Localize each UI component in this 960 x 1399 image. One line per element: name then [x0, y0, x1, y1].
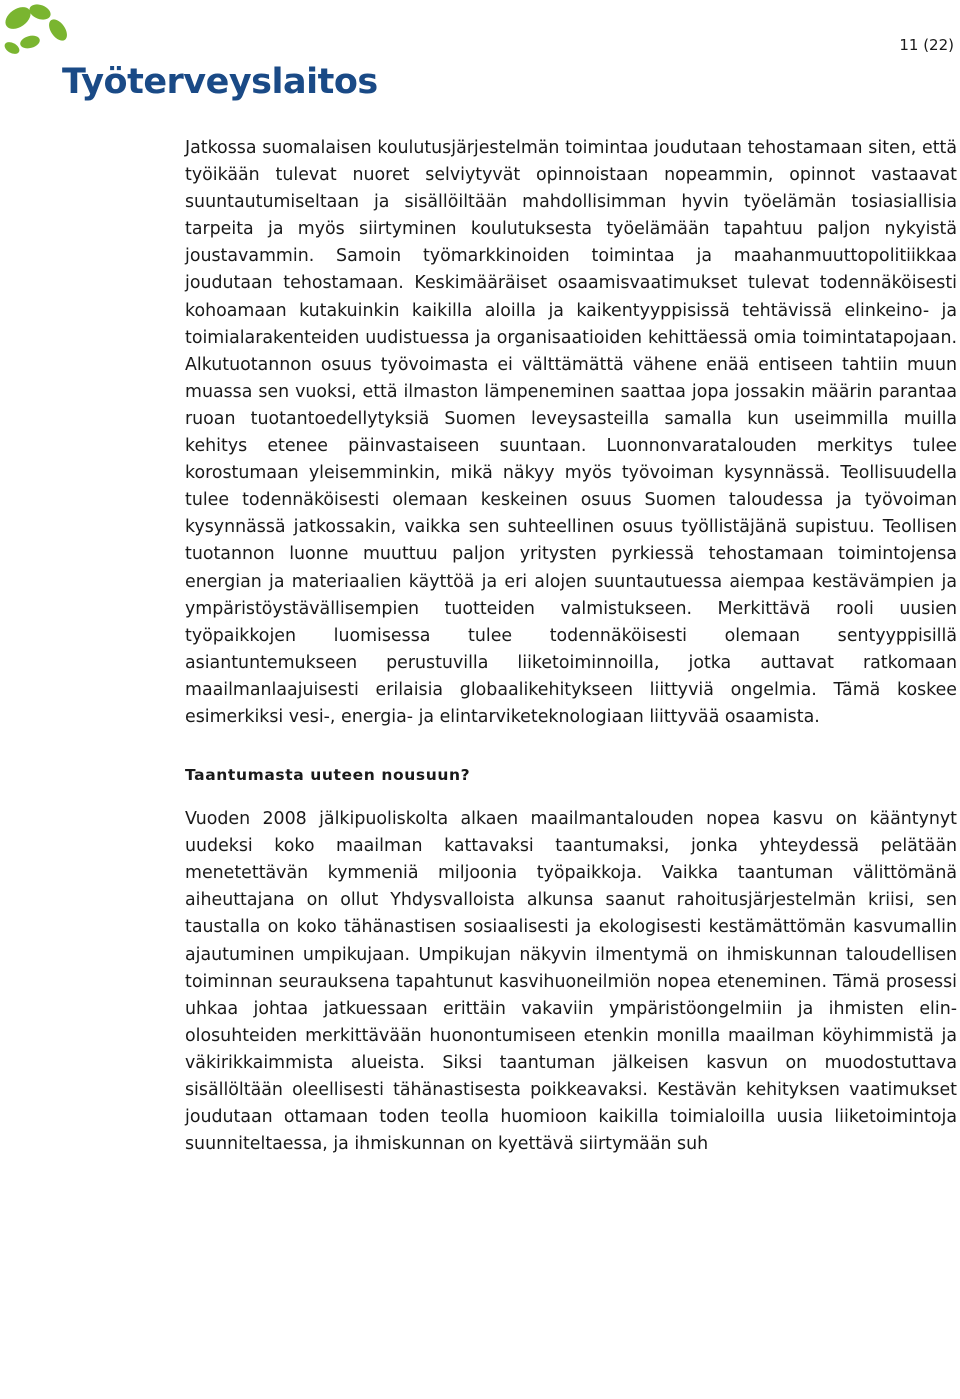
leaf-logo-icon [0, 0, 110, 70]
paragraph: Jatkossa suomalaisen koulutusjärjestelmän toimintaa joudutaan tehostamaan siten, että työikään tulevat nuoret selviytyvät opinnoistaan nopeammin, opinnot vastaavat suuntautumiseltaan ja sisällöiltään mahdollisimman hyvin työelämän tosiasiallisia tarpeita ja myös siirtyminen koulutuksesta työelämään tapahtuu paljon nykyistä joustavammin. Samoin työmarkkinoiden toimintaa ja maahanmuuttopolitiikkaa joudutaan tehostamaan. Keskimääräiset osaamisvaatimukset tulevat todennäköisesti kohoamaan kutakuinkin kaikilla aloilla ja kaikentyyppisissä tehtävissä elinkeino- ja toimialarakenteiden uudistuessa ja organisaatioiden kehittäessä omia toimintatapojaan. Alkutuotannon osuus työvoimasta ei välttämättä vähene enää entiseen tahtiin muun muassa sen vuoksi, että ilmaston lämpeneminen saattaa jopa jossakin määrin parantaa ruoan tuotantoedellytyksiä Suomen leveysasteilla samalla kun useimmilla muilla kehitys etenee päinvastaiseen suuntaan. Luonnonvaratalouden merkitys tulee korostumaan yleisemminkin, mikä näkyy myös työvoiman kysynnässä. Teollisuudella tulee todennäköisesti olemaan keskeinen osuus Suomen taloudessa ja työvoiman kysynnässä jatkossakin, vaikka sen suhteellinen osuus työllistäjänä supistuu. Teollisen tuotannon luonne muuttuu paljon yritysten pyrkiessä tehostamaan toimintojensa energian ja materiaalien käyttöä ja eri alojen suuntautuessa aiempaa kestävämpien ja ympäristöystävällisempien tuotteiden valmistukseen. Merkittävä rooli uusien työpaikkojen luomisessa tulee todennäköisesti olemaan sentyyppisillä asiantuntemukseen perustuvilla liiketoiminnoilla, jotka auttavat ratkomaan maailmanlaajuisesti erilaisia globaalikehitykseen liittyviä ongelmia. Tämä koskee esimerkiksi vesi-, energia- ja elintarviketeknologiaan liittyvää osaamista. [185, 138, 957, 727]
leaf-shape [27, 2, 52, 23]
document-body [185, 135, 957, 1158]
logo [0, 0, 378, 110]
page-number: 11 (22) [899, 36, 954, 54]
leaf-shape [45, 16, 70, 44]
paragraph: Vuoden 2008 jälkipuoliskolta alkaen maailmantalouden nopea kasvu on kääntynyt uudeksi koko maailman kattavaksi taantumaksi, jonka yhteydessä pelätään menetettävän kymmeniä miljoonia työpaikkoja. Vaikka taantuman välittömänä aiheuttajana on ollut Yhdysvalloista alkunsa saanut rahoitusjärjestelmän kriisi, sen taustalla on koko tähänastisen sosiaalisesti ja ekologisesti kestämättömän kasvumallin ajautuminen umpikujaan. Umpikujan näkyvin ilmentymä on ihmiskunnan taloudellisen toiminnan seurauksena tapahtunut kasvihuoneilmiön nopea eteneminen. Tämä prosessi uhkaa johtaa jatkuessaan erittäin vakaviin ympäristöongelmiin ja ihmisten elinolosuhteiden merkittävään huonontumiseen etenkin monilla maailman köyhimmistä ja väkirikkaimmista alueista. Siksi taantuman jälkeisen kasvun on muodostuttava sisällöltään oleellisesti tähänastisesta poikkeavaksi. Kestävän kehityksen vaatimukset joudutaan ottamaan toden teolla huomioon kaikilla toimialoilla uusia liiketoimintoja suunniteltaessa, ja ihmiskunnan on kyettävä siirtymään suh [185, 809, 957, 1155]
leaf-shape [1, 3, 34, 34]
logo-text: Työterveyslaitos [62, 62, 378, 102]
leaf-shape [19, 34, 41, 51]
leaf-shape [3, 40, 22, 57]
section-heading: Taantumasta uuteen nousuun? [185, 766, 471, 785]
